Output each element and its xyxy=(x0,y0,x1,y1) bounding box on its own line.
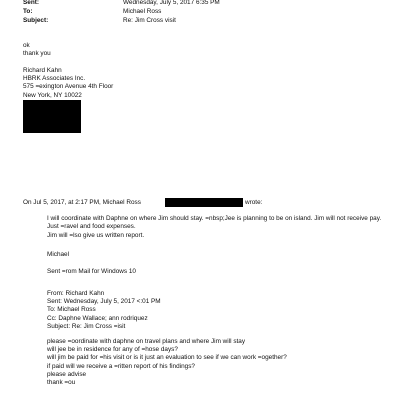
to-value: Michael Ross xyxy=(123,8,162,15)
quoted-sender-name: Michael xyxy=(47,251,70,258)
forward-cc: Cc: Daphne Wallace; ann rodriquez xyxy=(47,314,148,322)
forward-line: please advise xyxy=(47,370,87,378)
forward-line: please =oordinate with daphne on travel plans and where Jim will stay xyxy=(47,338,246,345)
quoted-intro-suffix: wrote: xyxy=(245,199,263,206)
forward-from: From: Richard Kahn xyxy=(47,290,105,297)
quoted-intro-prefix: On Jul 5, 2017, at 2:17 PM, Michael Ross xyxy=(23,199,141,206)
subject-label: Subject: xyxy=(23,17,49,24)
signature-name: Richard Kahn xyxy=(23,67,62,74)
forward-header xyxy=(47,290,392,331)
quoted-intro-end xyxy=(245,199,262,206)
reply-line: ok xyxy=(23,42,30,49)
to-label: To: xyxy=(23,8,33,15)
quoted-signoff xyxy=(47,251,392,259)
signature-address: 575 =exington Avenue 4th Floor xyxy=(23,83,114,91)
sent-label: Sent: xyxy=(23,0,39,6)
signature-city: New York, NY 10022 xyxy=(23,91,82,99)
forward-line: if paid will we receive a =ritten report of his findings? xyxy=(47,362,195,370)
forward-line: will jee be in residence for any of =hose days? xyxy=(47,346,178,354)
sent-from-line: Sent =rom Mail for Windows 10 xyxy=(47,268,136,275)
sent-value: Wednesday, July 5, 2017 6:35 PM xyxy=(123,0,220,6)
quoted-paragraph-2: Jim will =lso give us written report. xyxy=(47,231,145,239)
quoted-paragraph: I will coordinate with Daphne on where Jim should stay. =nbsp;Jee is planning to be on island. Jim will not receive pay. Just =ravel and food expenses. xyxy=(47,215,382,231)
forward-body xyxy=(47,338,392,387)
signature-company: HBRK Associates Inc. xyxy=(23,75,86,83)
subject-value: Re: Jim Cross visit xyxy=(123,17,176,24)
quoted-body xyxy=(47,215,392,240)
forward-sent: Sent: Wednesday, July 5, 2017 <:01 PM xyxy=(47,298,161,306)
forward-line: thank =ou xyxy=(47,378,76,386)
redaction-box-signature xyxy=(23,100,81,133)
signature-block xyxy=(23,67,113,100)
forward-subject: Subject: Re: Jim Cross =isit xyxy=(47,322,126,330)
forward-line: will jim be paid for =his visit or is it just an evaluation to see if we can work =ogether? xyxy=(47,354,287,362)
quoted-sent-from xyxy=(47,268,392,276)
quoted-intro xyxy=(23,199,141,206)
forward-to: To: Michael Ross xyxy=(47,306,96,314)
reply-line: thank you xyxy=(23,50,51,58)
reply-body xyxy=(23,42,51,58)
redaction-box-email xyxy=(165,198,243,207)
